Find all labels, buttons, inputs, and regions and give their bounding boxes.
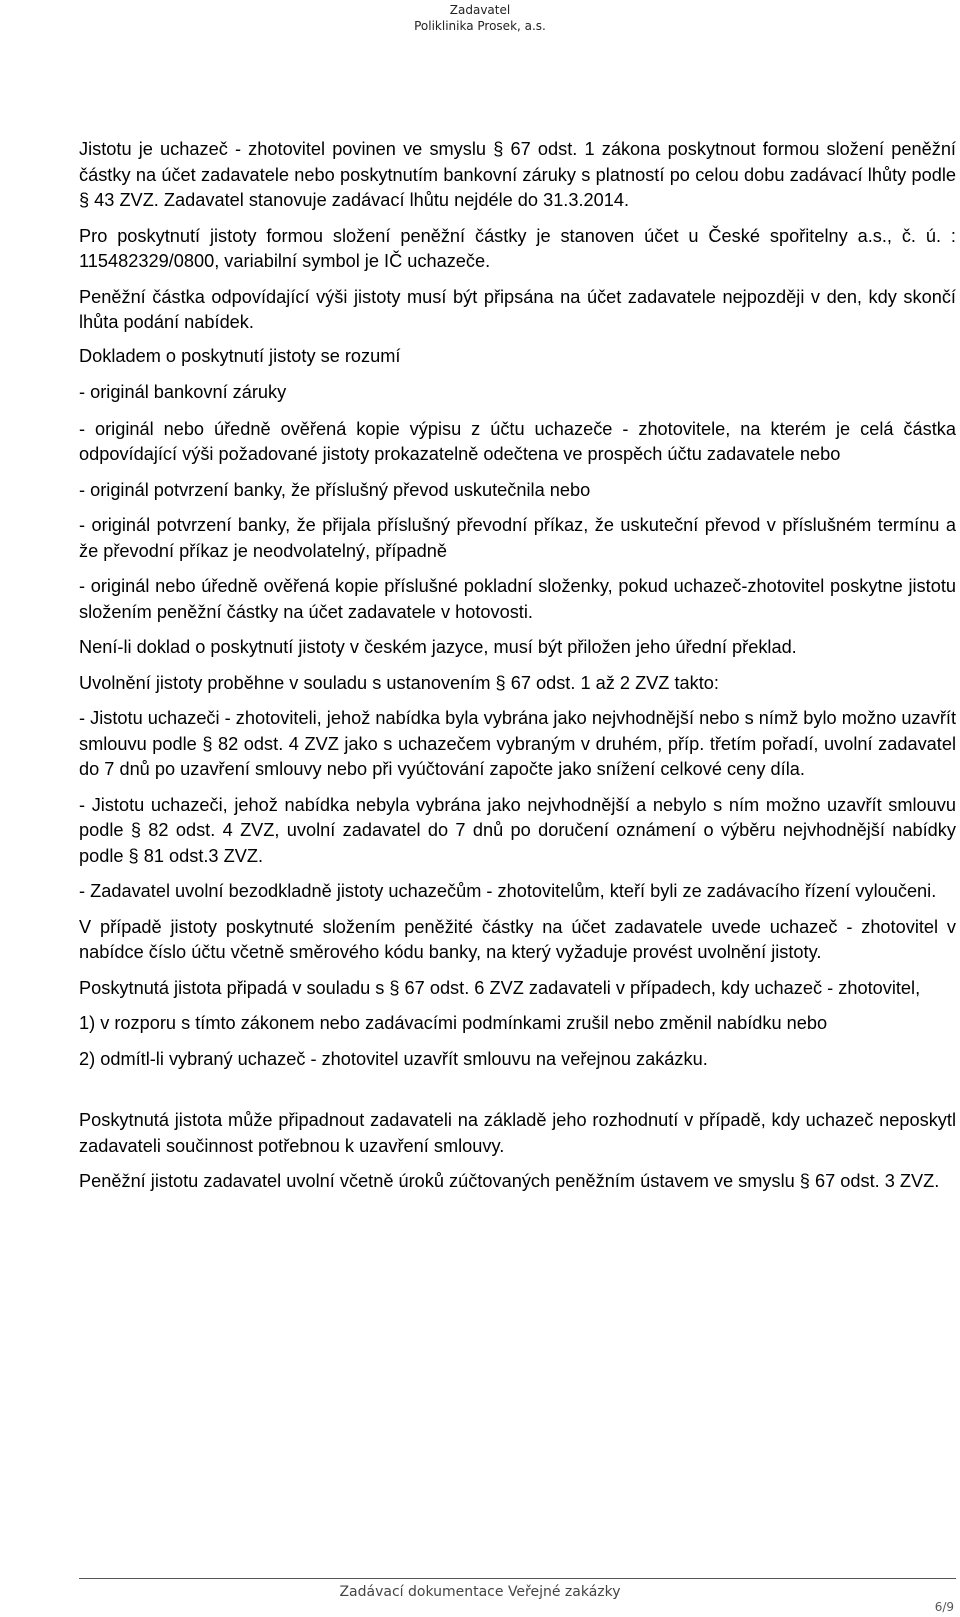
footer-divider: [79, 1578, 956, 1579]
paragraph-pripsani: Peněžní částka odpovídající výši jistoty musí být připsána na účet zadavatele nejpozději v den, kdy skončí lhůta podání nabídek.: [79, 286, 956, 332]
list-item-odmitnuti: 2) odmítl-li vybraný uchazeč - zhotovitel uzavřít smlouvu na veřejnou zakázku.: [79, 1048, 708, 1069]
list-item-vypis: - originál nebo úředně ověřená kopie výpisu z účtu uchazeče - zhotovitele, na kterém je celá částka odpovídající výši požadované jistoty prokazatelně odečtena ve prospěch účtu zadavatele nebo: [79, 418, 956, 464]
paragraph-ucet: Pro poskytnutí jistoty formou složení peněžní částky je stanoven účet u České spořitelny a.s., č. ú. : 115482329/0800, variabilní symbol je IČ uchazeče.: [79, 225, 956, 271]
paragraph-propadnuti: Poskytnutá jistota připadá v souladu s § 67 odst. 6 ZVZ zadavateli v případech, kdy uchazeč - zhotovitel,: [79, 977, 921, 998]
list-item-nevybrany-uchazec: - Jistotu uchazeči, jehož nabídka nebyla vybrána jako nejvhodnější a nebylo s ním možno uzavřít smlouvu podle § 82 odst. 4 ZVZ, uvolní zadavatel do 7 dnů po doručení oznámení o výběru nejvhodnější nabídky podle § 81 odst.3 ZVZ.: [79, 794, 956, 866]
page-number: 6/9: [934, 1600, 954, 1614]
paragraph-uvolneni: Uvolnění jistoty proběhne v souladu s ustanovením § 67 odst. 1 až 2 ZVZ takto:: [79, 672, 719, 693]
paragraph-soucinnost: Poskytnutá jistota může připadnout zadavateli na základě jeho rozhodnutí v případě, kdy uchazeč neposkytl zadavateli součinnost potřebnou k uzavření smlouvy.: [79, 1110, 956, 1156]
paragraph-preklad: Není-li doklad o poskytnutí jistoty v českém jazyce, musí být přiložen jeho úřední překlad.: [79, 637, 797, 657]
list-item-bankovni-zaruka: - originál bankovní záruky: [79, 382, 287, 402]
list-item-potvrzeni-prikazu: - originál potvrzení banky, že přijala příslušný převodní příkaz, že uskuteční převod v příslušném termínu a že převodní příkaz je neodvolatelný, případně: [79, 515, 956, 561]
paragraph-jistota-forma: Jistotu je uchazeč - zhotovitel povinen ve smyslu § 67 odst. 1 zákona poskytnout formou složení peněžní částky na účet zadavatele nebo poskytnutím bankovní záruky s platností po celou dobu zadávací lhůty podle § 43 ZVZ. Zadavatel stanovuje zadávací lhůtu nejdéle do 31.3.2014.: [79, 139, 956, 210]
list-item-rozpor: 1) v rozporu s tímto zákonem nebo zadávacími podmínkami zrušil nebo změnil nabídku nebo: [79, 1013, 828, 1033]
header-label: Zadavatel: [449, 3, 511, 17]
list-item-slozenka: - originál nebo úředně ověřená kopie příslušné pokladní složenky, pokud uchazeč-zhotovitel poskytne jistotu složením peněžní částky na účet zadavatele v hotovosti.: [79, 576, 956, 622]
header-organization: Poliklinika Prosek, a.s.: [414, 19, 546, 33]
page-header: [0, 0, 960, 34]
list-item-potvrzeni-prevodu: - originál potvrzení banky, že příslušný převod uskutečnila nebo: [79, 479, 591, 500]
paragraph-cislo-uctu: V případě jistoty poskytnuté složením peněžité částky na účet zadavatele uvede uchazeč - zhotovitel v nabídce číslo účtu včetně směrového kódu banky, na který vyžaduje provést uvolnění jistoty.: [79, 916, 956, 962]
footer-title: Zadávací dokumentace Veřejné zakázky: [339, 1584, 621, 1600]
list-item-vylouceni: - Zadavatel uvolní bezodkladně jistoty uchazečům - zhotovitelům, kteří byli ze zadávacího řízení vyloučeni.: [79, 881, 937, 901]
paragraph-doklad-intro: Dokladem o poskytnutí jistoty se rozumí: [79, 345, 401, 366]
paragraph-uroky: Peněžní jistotu zadavatel uvolní včetně úroků zúčtovaných peněžním ústavem ve smyslu § 67 odst. 3 ZVZ.: [79, 1171, 940, 1191]
document-body: [79, 137, 956, 1195]
list-item-vybrany-uchazec: - Jistotu uchazeči - zhotoviteli, jehož nabídka byla vybrána jako nejvhodnější nebo s nímž bylo možno uzavřít smlouvu podle § 82 odst. 4 ZVZ jako s uchazečem vybraným v druhém, příp. třetím pořadí, uvolní zadavatel do 7 dnů po uzavření smlouvy nebo při vyúčtování započte jako snížení celkové ceny díla.: [79, 708, 956, 779]
